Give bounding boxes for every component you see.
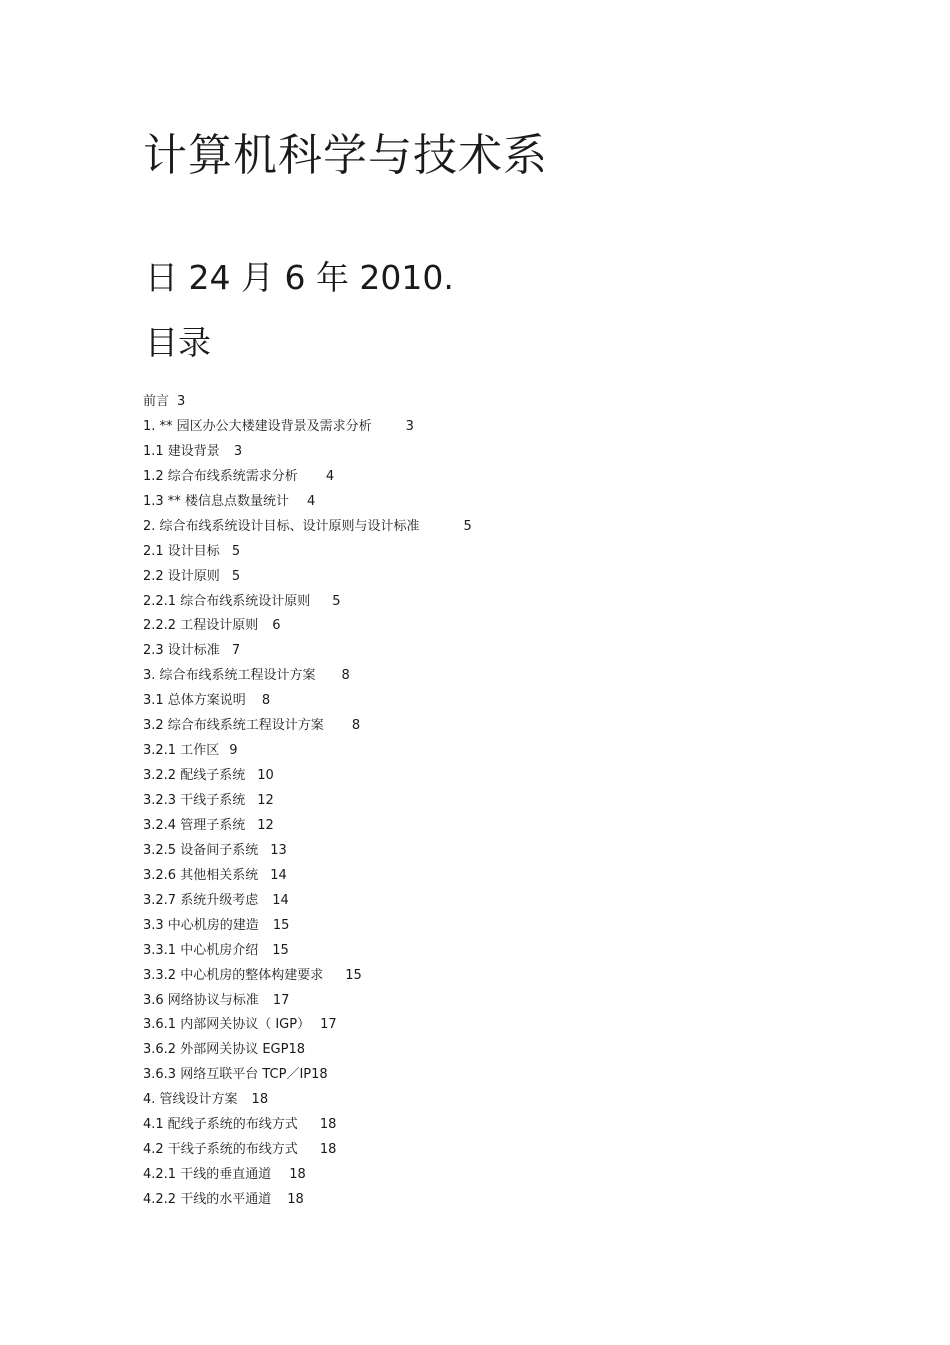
toc-entry-text: 3.3.1 中心机房介绍: [143, 942, 259, 958]
toc-entry-page: 17: [320, 1017, 337, 1033]
toc-entry-page: 3: [405, 418, 414, 434]
toc-entry-text: 3.3.2 中心机房的整体构建要求: [143, 967, 324, 983]
toc-entry[interactable]: [143, 739, 472, 764]
toc-entry-page: 18: [251, 1092, 269, 1108]
toc-entry-page: 8: [351, 718, 361, 734]
toc-entry-page: 5: [231, 568, 241, 584]
toc-entry-page: 18: [319, 1142, 337, 1158]
toc-entry-page: 4: [306, 493, 316, 509]
toc-entry-page: 10: [257, 768, 274, 784]
toc-entry[interactable]: [143, 440, 472, 465]
toc-entry[interactable]: [143, 1063, 472, 1088]
toc-entry-page: 5: [332, 593, 341, 609]
toc-entry[interactable]: [143, 889, 472, 914]
toc-entry-text: 3.2 综合布线系统工程设计方案: [143, 718, 324, 734]
toc-entry-page: 12: [257, 817, 274, 833]
toc-entry[interactable]: [143, 540, 472, 565]
toc-entry-text: 2.2 设计原则: [143, 568, 220, 584]
toc-entry-text: 4.1 配线子系统的布线方式: [143, 1117, 298, 1133]
toc-entry-text: 3.2.2 配线子系统: [143, 768, 246, 784]
toc-entry-text: 1.2 综合布线系统需求分析: [143, 468, 298, 484]
toc-entry-text: 3.6.3 网络互联平台 TCP／IP: [143, 1067, 312, 1083]
toc-entry-text: 2.2.2 工程设计原则: [143, 618, 259, 634]
toc-entry[interactable]: [143, 465, 472, 490]
toc-entry-text: 1.3 ** 楼信息点数量统计: [143, 493, 289, 509]
toc-entry-text: 3.2.3 干线子系统: [143, 793, 246, 808]
toc-entry[interactable]: [143, 1113, 472, 1138]
toc-entry[interactable]: [143, 515, 472, 540]
toc-entry-page: 12: [257, 793, 274, 808]
department-title: 计算机科学与技术系: [143, 130, 548, 181]
toc-entry-text: 3.1 总体方案说明: [143, 693, 246, 709]
toc-entry[interactable]: [143, 914, 472, 939]
toc-entry-text: 1. ** 园区办公大楼建设背景及需求分析: [143, 418, 372, 434]
toc-list: [143, 390, 472, 1213]
toc-entry[interactable]: [143, 664, 472, 689]
toc-entry[interactable]: [143, 614, 472, 639]
toc-entry-text: 3.3 中心机房的建造: [143, 917, 259, 933]
toc-entry[interactable]: [143, 1088, 472, 1113]
toc-entry-text: 2. 综合布线系统设计目标、设计原则与设计标准: [143, 518, 420, 534]
toc-entry-page: 8: [341, 668, 350, 684]
toc-entry[interactable]: [143, 814, 472, 839]
date-line: 日 24 月 6 年 2010.: [145, 258, 454, 297]
toc-entry-page: 14: [270, 867, 287, 883]
toc-entry-page: 6: [272, 618, 281, 634]
toc-entry[interactable]: [143, 490, 472, 515]
toc-entry-page: 18: [319, 1117, 337, 1133]
toc-entry[interactable]: [143, 839, 472, 864]
toc-entry-page: 18: [287, 1192, 304, 1207]
toc-entry-page: 5: [231, 543, 241, 559]
toc-entry[interactable]: [143, 1038, 472, 1063]
toc-entry-page: 15: [272, 917, 290, 933]
toc-entry-page: 15: [272, 942, 289, 958]
toc-entry-text: 2.1 设计目标: [143, 543, 220, 559]
toc-entry[interactable]: [143, 864, 472, 889]
toc-entry-page: 17: [272, 992, 290, 1008]
toc-entry[interactable]: [143, 1138, 472, 1163]
toc-entry[interactable]: [143, 390, 472, 415]
toc-entry[interactable]: [143, 714, 472, 739]
toc-entry-text: 3.6.2 外部网关协议 EGP: [143, 1042, 289, 1058]
toc-entry-page: 18: [289, 1167, 306, 1183]
toc-entry-text: 3.2.4 管理子系统: [143, 817, 246, 833]
toc-entry-text: 3. 综合布线系统工程设计方案: [143, 668, 316, 684]
toc-entry[interactable]: [143, 1163, 472, 1188]
toc-entry[interactable]: [143, 1188, 472, 1213]
toc-entry-text: 4.2 干线子系统的布线方式: [143, 1142, 298, 1158]
toc-entry-text: 3.6.1 内部网关协议（ IGP）: [143, 1017, 311, 1033]
toc-entry-page: 14: [272, 892, 289, 908]
toc-entry[interactable]: [143, 639, 472, 664]
toc-entry-text: 2.3 设计标准: [143, 643, 220, 659]
toc-entry-page: 4: [325, 468, 335, 484]
toc-entry[interactable]: [143, 415, 472, 440]
toc-entry-text: 3.2.5 设备间子系统: [143, 842, 259, 858]
toc-entry-page: 3: [177, 394, 186, 409]
toc-entry[interactable]: [143, 764, 472, 789]
toc-entry-page: 8: [261, 693, 271, 709]
toc-entry-page: 3: [233, 443, 243, 459]
toc-entry-text: 4. 管线设计方案: [143, 1092, 238, 1108]
toc-entry[interactable]: [143, 1013, 472, 1038]
toc-entry[interactable]: [143, 689, 472, 714]
toc-entry-text: 3.2.1 工作区: [143, 743, 220, 759]
toc-entry[interactable]: [143, 565, 472, 590]
toc-entry[interactable]: [143, 590, 472, 615]
toc-entry[interactable]: [143, 939, 472, 964]
toc-entry-page: 5: [463, 518, 472, 534]
toc-heading: 目录: [145, 323, 211, 362]
toc-entry[interactable]: [143, 789, 472, 814]
toc-entry[interactable]: [143, 989, 472, 1014]
toc-entry-page: 13: [270, 842, 287, 858]
toc-entry-text: 3.2.6 其他相关系统: [143, 867, 259, 883]
toc-entry-text: 3.6 网络协议与标准: [143, 992, 259, 1008]
toc-entry-page: 7: [231, 643, 241, 659]
toc-entry-page: 18: [311, 1067, 328, 1083]
toc-entry[interactable]: [143, 964, 472, 989]
toc-entry-text: 4.2.2 干线的水平通道: [143, 1192, 272, 1207]
toc-entry-page: 18: [288, 1042, 306, 1058]
toc-entry-page: 9: [229, 743, 238, 759]
toc-entry-text: 前言: [143, 394, 170, 409]
toc-entry-text: 3.2.7 系统升级考虑: [143, 892, 259, 908]
toc-entry-text: 2.2.1 综合布线系统设计原则: [143, 593, 311, 609]
toc-entry-text: 4.2.1 干线的垂直通道: [143, 1167, 272, 1183]
toc-entry-text: 1.1 建设背景: [143, 443, 220, 459]
toc-entry-page: 15: [345, 967, 362, 983]
